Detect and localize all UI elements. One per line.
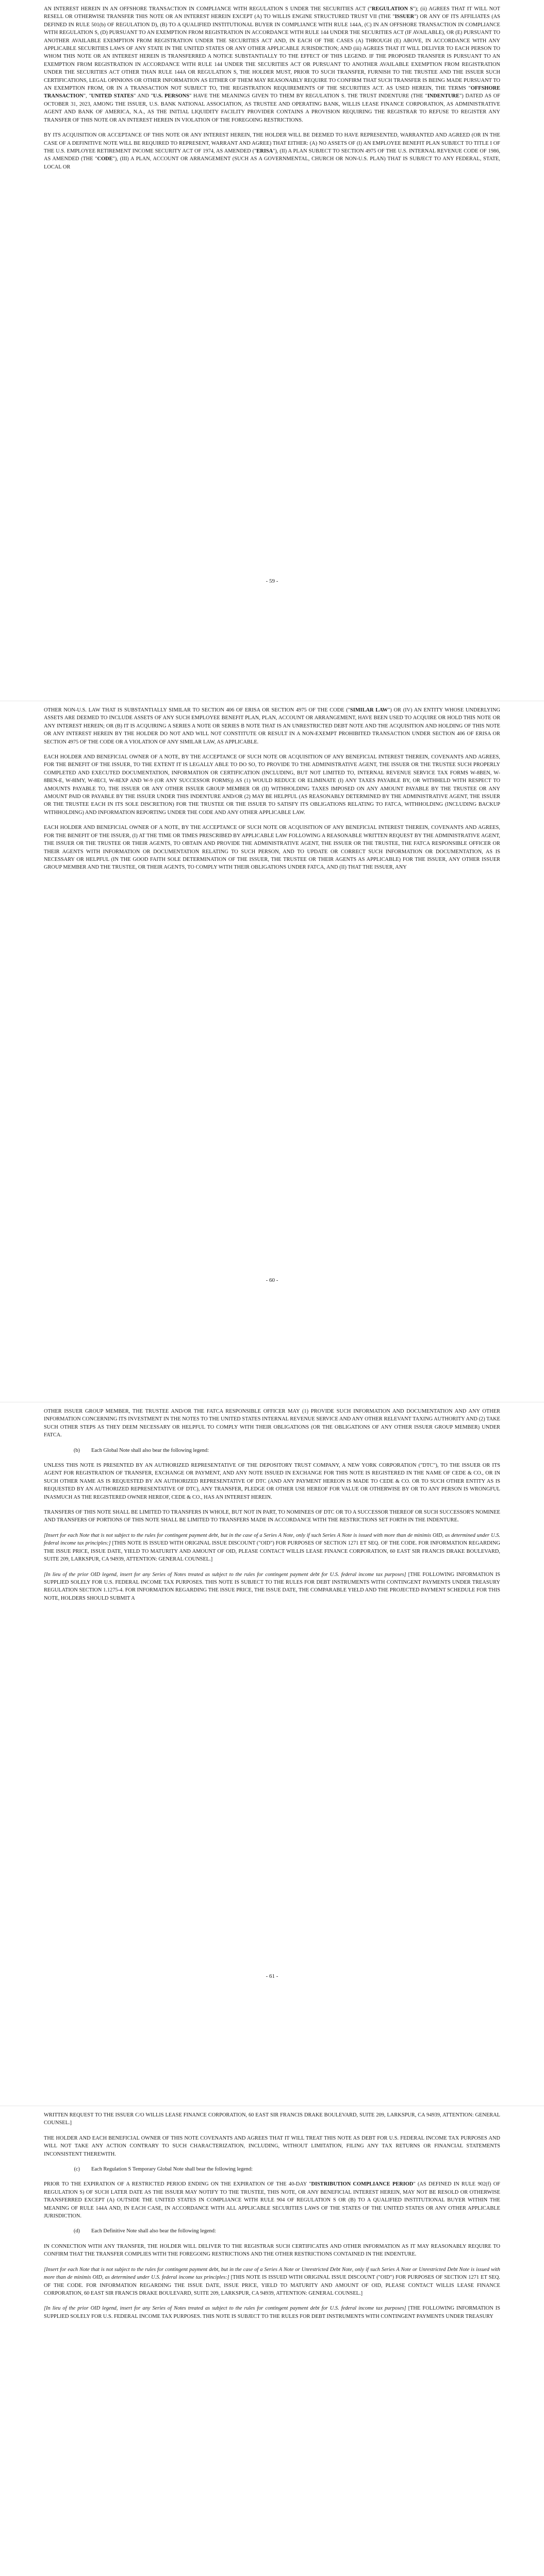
oid-legend-paragraph — [44, 2266, 500, 2298]
item-label: (d) — [73, 2228, 80, 2234]
item-d — [44, 2227, 500, 2235]
dtc-legend-paragraph: UNLESS THIS NOTE IS PRESENTED BY AN AUTHORIZED REPRESENTATIVE OF THE DEPOSITORY TRUST COMPANY, A NEW YORK CORPORATION ("DTC"), TO THE ISSUER OR ITS AGENT FOR REGISTRATION OF TRANSFER, EXCHANGE OR PAYMENT, AND ANY NOTE ISSUED IN EXCHANGE FOR THIS NOTE IS REGISTERED IN THE NAME OF CEDE & CO., OR IN SUCH OTHER NAME AS IS REQUESTED BY AN AUTHORIZED REPRESENTATIVE OF DTC (AND ANY PAYMENT HEREON IS MADE TO CEDE & CO. OR TO SUCH OTHER ENTITY AS IS REQUESTED BY AN AUTHORIZED REPRESENTATIVE OF DTC), ANY TRANSFER, PLEDGE OR OTHER USE HEREOF FOR VALUE OR OTHERWISE BY OR TO ANY PERSON IS WRONGFUL INASMUCH AS THE REGISTERED OWNER HEREOF, CEDE & CO., HAS AN INTEREST HEREIN. — [44, 1463, 500, 1500]
contingent-text: [THE FOLLOWING INFORMATION IS SUPPLIED SOLELY FOR U.S. FEDERAL INCOME TAX PURPOSES. THIS NOTE IS SUBJECT TO THE RULES FOR DEBT INSTRUMENTS WITH CONTINGENT PAYMENTS UNDER TREASURY REGULATION SECTION 1.1275-4. FOR INFORMATION REGARDING THE ISSUE PRICE, THE ISSUE DATE, THE COMPARABLE YIELD AND THE PROJECTED PAYMENT SCHEDULE FOR THIS NOTE, HOLDERS SHOULD SUBMIT A — [44, 1571, 500, 1601]
oid-legend-paragraph — [44, 1532, 500, 1564]
page-59-body — [44, 5, 500, 178]
oid-text: [THIS NOTE IS ISSUED WITH ORIGINAL ISSUE DISCOUNT ("OID") FOR PURPOSES OF SECTION 1271 ET SEQ. OF THE CODE. FOR INFORMATION REGARDING THE ISSUE DATE, ISSUE PRICE, YIELD TO MATURITY AND AMOUNT OF OID, PLEASE CONTACT WILLIS LEASE FINANCE CORPORATION, 60 EAST SIR FRANCIS DRAKE BOULEVARD, SUITE 209, LARKSPUR, CA 94939, ATTENTION: GENERAL COUNSEL.] — [44, 2275, 500, 2296]
fatca-continuation-paragraph: OTHER ISSUER GROUP MEMBER, THE TRUSTEE AND/OR THE FATCA RESPONSIBLE OFFICER MAY (1) PROVIDE SUCH INFORMATION AND DOCUMENTATION AND ANY OTHER INFORMATION CONCERNING ITS INVESTMENT IN THE NOTES TO THE UNITED STATES INTERNAL REVENUE SERVICE AND ANY OTHER RELEVANT TAXING AUTHORITY AND (2) TAKE SUCH OTHER STEPS AS THEY DEEM NECESSARY OR HELPFUL TO COMPLY WITH THEIR OBLIGATIONS (OR THE OBLIGATIONS OF ANY OTHER ISSUER GROUP MEMBER) UNDER FATCA. — [44, 1409, 500, 1438]
oid-instruction: [Insert for each Note that is not subject to the rules for contingent payment debt, but in the case of a Series A Note, only if such Series A Note is issued with more than de minimis OID, as determined under U.S. federal income tax principles:] — [44, 1532, 500, 1547]
page-number: - 60 - — [266, 1277, 278, 1283]
distribution-compliance-paragraph: PRIOR TO THE EXPIRATION OF A RESTRICTED PERIOD ENDING ON THE EXPIRATION OF THE 40-DAY "DISTRIBUTION COMPLIANCE PERIOD" (AS DEFINED IN RULE 902(f) OF REGULATION S) OF SUCH LATER DATE AS THE ISSUER MAY NOTIFY TO THE TRUSTEE, THIS NOTE, OR ANY BENEFICIAL INTEREST HEREIN, MAY NOT BE RESOLD OR OTHERWISE TRANSFERRED EXCEPT (A) OUTSIDE THE UNITED STATES IN COMPLIANCE WITH RULE 904 OF REGULATION S OR (B) TO A QUALIFIED INSTITUTIONAL BUYER WITHIN THE MEANING OF RULE 144A AND, IN EACH CASE, IN ACCORDANCE WITH ALL APPLICABLE SECURITIES LAWS OF THE STATES OF THE UNITED STATES OR ANY OTHER APPLICABLE JURISDICTION. — [44, 2181, 500, 2219]
item-label: (b) — [73, 1447, 80, 1453]
legend-regulation-s-paragraph: AN INTEREST HEREIN IN AN OFFSHORE TRANSACTION IN COMPLIANCE WITH REGULATION S UNDER THE SECURITIES ACT ("REGULATION S"); (ii) AGREES THAT IT WILL NOT RESELL OR OTHERWISE TRANSFER THIS NOTE OR AN INTEREST HEREIN EXCEPT (A) TO WILLIS ENGINE STRUCTURED TRUST VII (THE "ISSUER") OR ANY OF ITS AFFILIATES (AS DEFINED IN RULE 501(b) OF REGULATION D), (B) TO A QUALIFIED INSTITUTIONAL BUYER IN COMPLIANCE WITH RULE 144A, (C) IN AN OFFSHORE TRANSACTION IN COMPLIANCE WITH REGULATION S, (D) PURSUANT TO AN EXEMPTION FROM REGISTRATION IN ACCORDANCE WITH RULE 144 UNDER THE SECURITIES ACT (IF AVAILABLE), OR (E) PURSUANT TO ANOTHER AVAILABLE EXEMPTION FROM REGISTRATION UNDER THE SECURITIES ACT AND, IN EACH OF THE CASES (A) THROUGH (E) ABOVE, IN ACCORDANCE WITH ANY APPLICABLE SECURITIES LAWS OF ANY STATE IN THE UNITED STATES OR ANY OTHER APPLICABLE JURISDICTION; AND (iii) AGREES THAT IT WILL DELIVER TO EACH PERSON TO WHOM THIS NOTE OR AN INTEREST HEREIN IS TRANSFERRED A NOTICE SUBSTANTIALLY TO THE EFFECT OF THIS LEGEND. IF THE PROPOSED TRANSFER IS PURSUANT TO AN EXEMPTION FROM REGISTRATION IN ACCORDANCE WITH RULE 144 UNDER THE SECURITIES ACT OR PURSUANT TO ANOTHER AVAILABLE EXEMPTION FROM REGISTRATION UNDER THE SECURITIES ACT OTHER THAN RULE 144A OR REGULATION S, THE HOLDER MUST, PRIOR TO SUCH TRANSFER, FURNISH TO THE TRUSTEE AND THE ISSUER SUCH CERTIFICATIONS, LEGAL OPINIONS OR OTHER INFORMATION AS EITHER OF THEM MAY REASONABLY REQUIRE TO CONFIRM THAT SUCH TRANSFER IS BEING MADE PURSUANT TO AN EXEMPTION FROM, OR IN A TRANSACTION NOT SUBJECT TO, THE REGISTRATION REQUIREMENTS OF THE SECURITIES ACT. AS USED HEREIN, THE TERMS "OFFSHORE TRANSACTION", "UNITED STATES" AND "U.S. PERSONS" HAVE THE MEANINGS GIVEN TO THEM BY REGULATION S. THE TRUST INDENTURE (THE "INDENTURE") DATED AS OF OCTOBER 31, 2023, AMONG THE ISSUER, U.S. BANK NATIONAL ASSOCIATION, AS TRUSTEE AND OPERATING BANK, WILLIS LEASE FINANCE CORPORATION, AS ADMINISTRATIVE AGENT AND BANK OF AMERICA, N.A., AS THE INITIAL LIQUIDITY FACILITY PROVIDER CONTAINS A PROVISION REQUIRING THE REGISTRAR TO REFUSE TO REGISTER ANY TRANSFER OF THIS NOTE OR AN INTEREST HEREIN IN VIOLATION OF THE FOREGOING RESTRICTIONS. — [44, 6, 500, 123]
oid-instruction: [Insert for each Note that is not subject to the rules for contingent payment debt, but in the case of a Series A Note or Unrestricted Debt Note, only if such Series A Note or Unrestricted Debt Note is issued with more than de minimis OID, as determined under U.S. federal income tax principles:] — [44, 2266, 500, 2281]
registrar-certificates-paragraph: IN CONNECTION WITH ANY TRANSFER, THE HOLDER WILL DELIVER TO THE REGISTRAR SUCH CERTIFICATES AND OTHER INFORMATION AS IT MAY REASONABLY REQUIRE TO CONFIRM THAT THE TRANSFER COMPLIES WITH THE FOREGOING RESTRICTIONS AND THE OTHER RESTRICTIONS CONTAINED IN THE INDENTURE. — [44, 2243, 500, 2258]
item-label: (c) — [74, 2166, 80, 2173]
item-text: Each Definitive Note shall also bear the following legend: — [91, 2228, 216, 2234]
similar-law-paragraph: OTHER NON-U.S. LAW THAT IS SUBSTANTIALLY SIMILAR TO SECTION 406 OF ERISA OR SECTION 4975 OF THE CODE ("SIMILAR LAW") OR (IV) AN ENTITY WHOSE UNDERLYING ASSETS ARE DEEMED TO INCLUDE ASSETS OF ANY SUCH EMPLOYEE BENEFIT PLAN, PLAN, ACCOUNT OR ARRANGEMENT, HAVE BEEN USED TO ACQUIRE OR HOLD THIS NOTE OR ANY INTEREST HEREIN; OR (B) IT IS ACQUIRING A SERIES A NOTE OR SERIES B NOTE THAT IS AN UNRESTRICTED DEBT NOTE AND THE ACQUISITION AND HOLDING OF THIS NOTE OR ANY INTEREST HEREIN BY THE HOLDER DO NOT AND WILL NOT CONSTITUTE OR RESULT IN A NON-EXEMPT PROHIBITED TRANSACTION UNDER SECTION 406 OF ERISA OR SECTION 4975 OF THE CODE OR A VIOLATION OF ANY SIMILAR LAW, AS APPLICABLE. — [44, 707, 500, 745]
debt-treatment-paragraph: THE HOLDER AND EACH BENEFICIAL OWNER OF THIS NOTE COVENANTS AND AGREES THAT IT WILL TREAT THIS NOTE AS DEBT FOR U.S. FEDERAL INCOME TAX PURPOSES AND WILL NOT TAKE ANY ACTION CONTRARY TO SUCH CHARACTERIZATION, INCLUDING, WITHOUT LIMITATION, FILING ANY TAX RETURNS OR FINANCIAL STATEMENTS INCONSISTENT THEREWITH. — [44, 2135, 500, 2157]
oid-text: [THIS NOTE IS ISSUED WITH ORIGINAL ISSUE DISCOUNT ("OID") FOR PURPOSES OF SECTION 1271 ET SEQ. OF THE CODE. FOR INFORMATION REGARDING THE ISSUE PRICE, ISSUE DATE, YIELD TO MATURITY AND AMOUNT OF OID, PLEASE CONTACT WILLIS LEASE FINANCE CORPORATION, 60 EAST SIR FRANCIS DRAKE BOULEVARD, SUITE 209, LARKSPUR, CA 94939, ATTENTION: GENERAL COUNSEL.] — [44, 1540, 500, 1563]
item-b — [44, 1447, 500, 1454]
page-number: - 59 - — [266, 578, 278, 584]
item-text: Each Global Note shall also bear the following legend: — [91, 1447, 209, 1453]
item-text: Each Regulation S Temporary Global Note shall bear the following legend: — [91, 2166, 253, 2173]
page-60 — [0, 701, 544, 1402]
contingent-text: [THE FOLLOWING INFORMATION IS SUPPLIED SOLELY FOR U.S. FEDERAL INCOME TAX PURPOSES. THIS NOTE IS SUBJECT TO THE RULES FOR DEBT INSTRUMENTS WITH CONTINGENT PAYMENTS UNDER TREASURY — [44, 2306, 500, 2319]
contingent-instruction: [In lieu of the prior OID legend, insert for any Series of Notes treated as subject to the rules for contingent payment debt for U.S. federal income tax purposes] — [44, 2306, 406, 2312]
contingent-legend-paragraph — [44, 1571, 500, 1603]
written-request-paragraph: WRITTEN REQUEST TO THE ISSUER C/O WILLIS LEASE FINANCE CORPORATION, 60 EAST SIR FRANCIS DRAKE BOULEVARD, SUITE 209, LARKSPUR, CA 94939, ATTENTION: GENERAL COUNSEL.] — [44, 2112, 500, 2126]
contingent-legend-paragraph — [44, 2304, 500, 2320]
page-62 — [0, 2106, 544, 2576]
legend-erisa-paragraph: BY ITS ACQUISITION OR ACCEPTANCE OF THIS NOTE OR ANY INTEREST HEREIN, THE HOLDER WILL BE DEEMED TO HAVE REPRESENTED, WARRANTED AND AGREED (OR IN THE CASE OF A DEFINITIVE NOTE WILL BE REQUIRED TO REPRESENT, WARRANT AND AGREE) THAT EITHER: (A) NO ASSETS OF (I) AN EMPLOYEE BENEFIT PLAN SUBJECT TO TITLE I OF THE U.S. EMPLOYEE RETIREMENT INCOME SECURITY ACT OF 1974, AS AMENDED ("ERISA"), (II) A PLAN SUBJECT TO SECTION 4975 OF THE U.S. INTERNAL REVENUE CODE OF 1986, AS AMENDED (THE "CODE"), (III) A PLAN, ACCOUNT OR ARRANGEMENT (SUCH AS A GOVERNMENTAL, CHURCH OR NON-U.S. PLAN) THAT IS SUBJECT TO ANY FEDERAL, STATE, LOCAL OR — [44, 132, 501, 170]
page-61 — [0, 1402, 544, 2106]
page-62-body — [44, 2111, 500, 2328]
tax-documentation-paragraph: EACH HOLDER AND BENEFICIAL OWNER OF A NOTE, BY THE ACCEPTANCE OF SUCH NOTE OR ACQUISITION OF ANY BENEFICIAL INTEREST THEREIN, COVENANTS AND AGREES, FOR THE BENEFIT OF THE ISSUER, TO THE EXTENT IT IS LEGALLY ABLE TO DO SO, TO PROVIDE TO THE ADMINISTRATIVE AGENT, THE ISSUER OR THE TRUSTEE SUCH PROPERLY COMPLETED AND EXECUTED DOCUMENTATION, INFORMATION OR CERTIFICATION (INCLUDING, BUT NOT LIMITED TO, INTERNAL REVENUE SERVICE TAX FORMS W-8BEN, W-8BEN-E, W-8IMY, W-8ECI, W-8EXP AND W-9 (OR ANY SUCCESSOR FORMS)) AS (1) WOULD REDUCE OR ELIMINATE (I) ANY TAXES PAYABLE BY, OR WITHHELD WITH RESPECT TO AMOUNTS PAYABLE TO, THE ISSUER OR ANY OTHER ISSUER GROUP MEMBER OR (II) WITHHOLDING TAXES IMPOSED ON ANY AMOUNT PAYABLE BY THE TRUSTEE OR ANY AMOUNT PAID OR PAYABLE BY THE ISSUER UNDER THIS INDENTURE AND/OR (2) MAY BE HELPFUL (AS REASONABLY DETERMINED BY THE ADMINISTRATIVE AGENT, THE ISSUER OR THE TRUSTEE EACH IN ITS SOLE DISCRETION) FOR THE TRUSTEE OR THE ISSUER TO SATISFY ITS OBLIGATIONS RELATING TO FATCA, WITHHOLDING (INCLUDING BACKUP WITHHOLDING) AND INFORMATION REPORTING UNDER THE CODE AND ANY OTHER APPLICABLE LAW. — [44, 754, 500, 816]
transfer-limit-paragraph: TRANSFERS OF THIS NOTE SHALL BE LIMITED TO TRANSFERS IN WHOLE, BUT NOT IN PART, TO NOMINEES OF DTC OR TO A SUCCESSOR THEREOF OR SUCH SUCCESSOR'S NOMINEE AND TRANSFERS OF PORTIONS OF THIS NOTE SHALL BE LIMITED TO TRANSFERS MADE IN ACCORDANCE WITH THE RESTRICTIONS SET FORTH IN THE INDENTURE. — [44, 1510, 500, 1523]
page-60-body — [44, 706, 500, 879]
item-c — [44, 2165, 500, 2173]
fatca-covenant-paragraph: EACH HOLDER AND BENEFICIAL OWNER OF A NOTE, BY THE ACCEPTANCE OF SUCH NOTE OR ACQUISITION OF ANY BENEFICIAL INTEREST THEREIN, COVENANTS AND AGREES, FOR THE BENEFIT OF THE ISSUER, (I) AT THE TIME OR TIMES PRESCRIBED BY APPLICABLE LAW FOLLOWING A REASONABLE WRITTEN REQUEST BY THE ADMINISTRATIVE AGENT, THE ISSUER OR THE TRUSTEE OR THEIR AGENTS, TO OBTAIN AND PROVIDE THE ADMINISTRATIVE AGENT, THE ISSUER OR THE TRUSTEE, THE FATCA RESPONSIBLE OFFICER OR THEIR AGENTS WITH INFORMATION OR DOCUMENTATION RELATING TO SUCH PERSON, AND TO UPDATE OR CORRECT SUCH INFORMATION OR DOCUMENTATION, AS IS NECESSARY OR HELPFUL (IN THE GOOD FAITH SOLE DETERMINATION OF THE ISSUER, THE TRUSTEE OR THEIR AGENTS AS APPLICABLE) FOR THE ISSUER, ANY OTHER ISSUER GROUP MEMBER AND THE TRUSTEE, OR THEIR AGENTS, TO COMPLY WITH THEIR OBLIGATIONS UNDER FATCA, AND (II) THAT THE ISSUER, ANY — [44, 825, 500, 871]
contingent-instruction: [In lieu of the prior OID legend, insert for any Series of Notes treated as subject to the rules for contingent payment debt for U.S. federal income tax purposes] — [44, 1571, 406, 1578]
page-number: - 61 - — [266, 1973, 278, 1979]
page-59 — [0, 0, 544, 701]
page-61-body — [44, 1408, 500, 1609]
